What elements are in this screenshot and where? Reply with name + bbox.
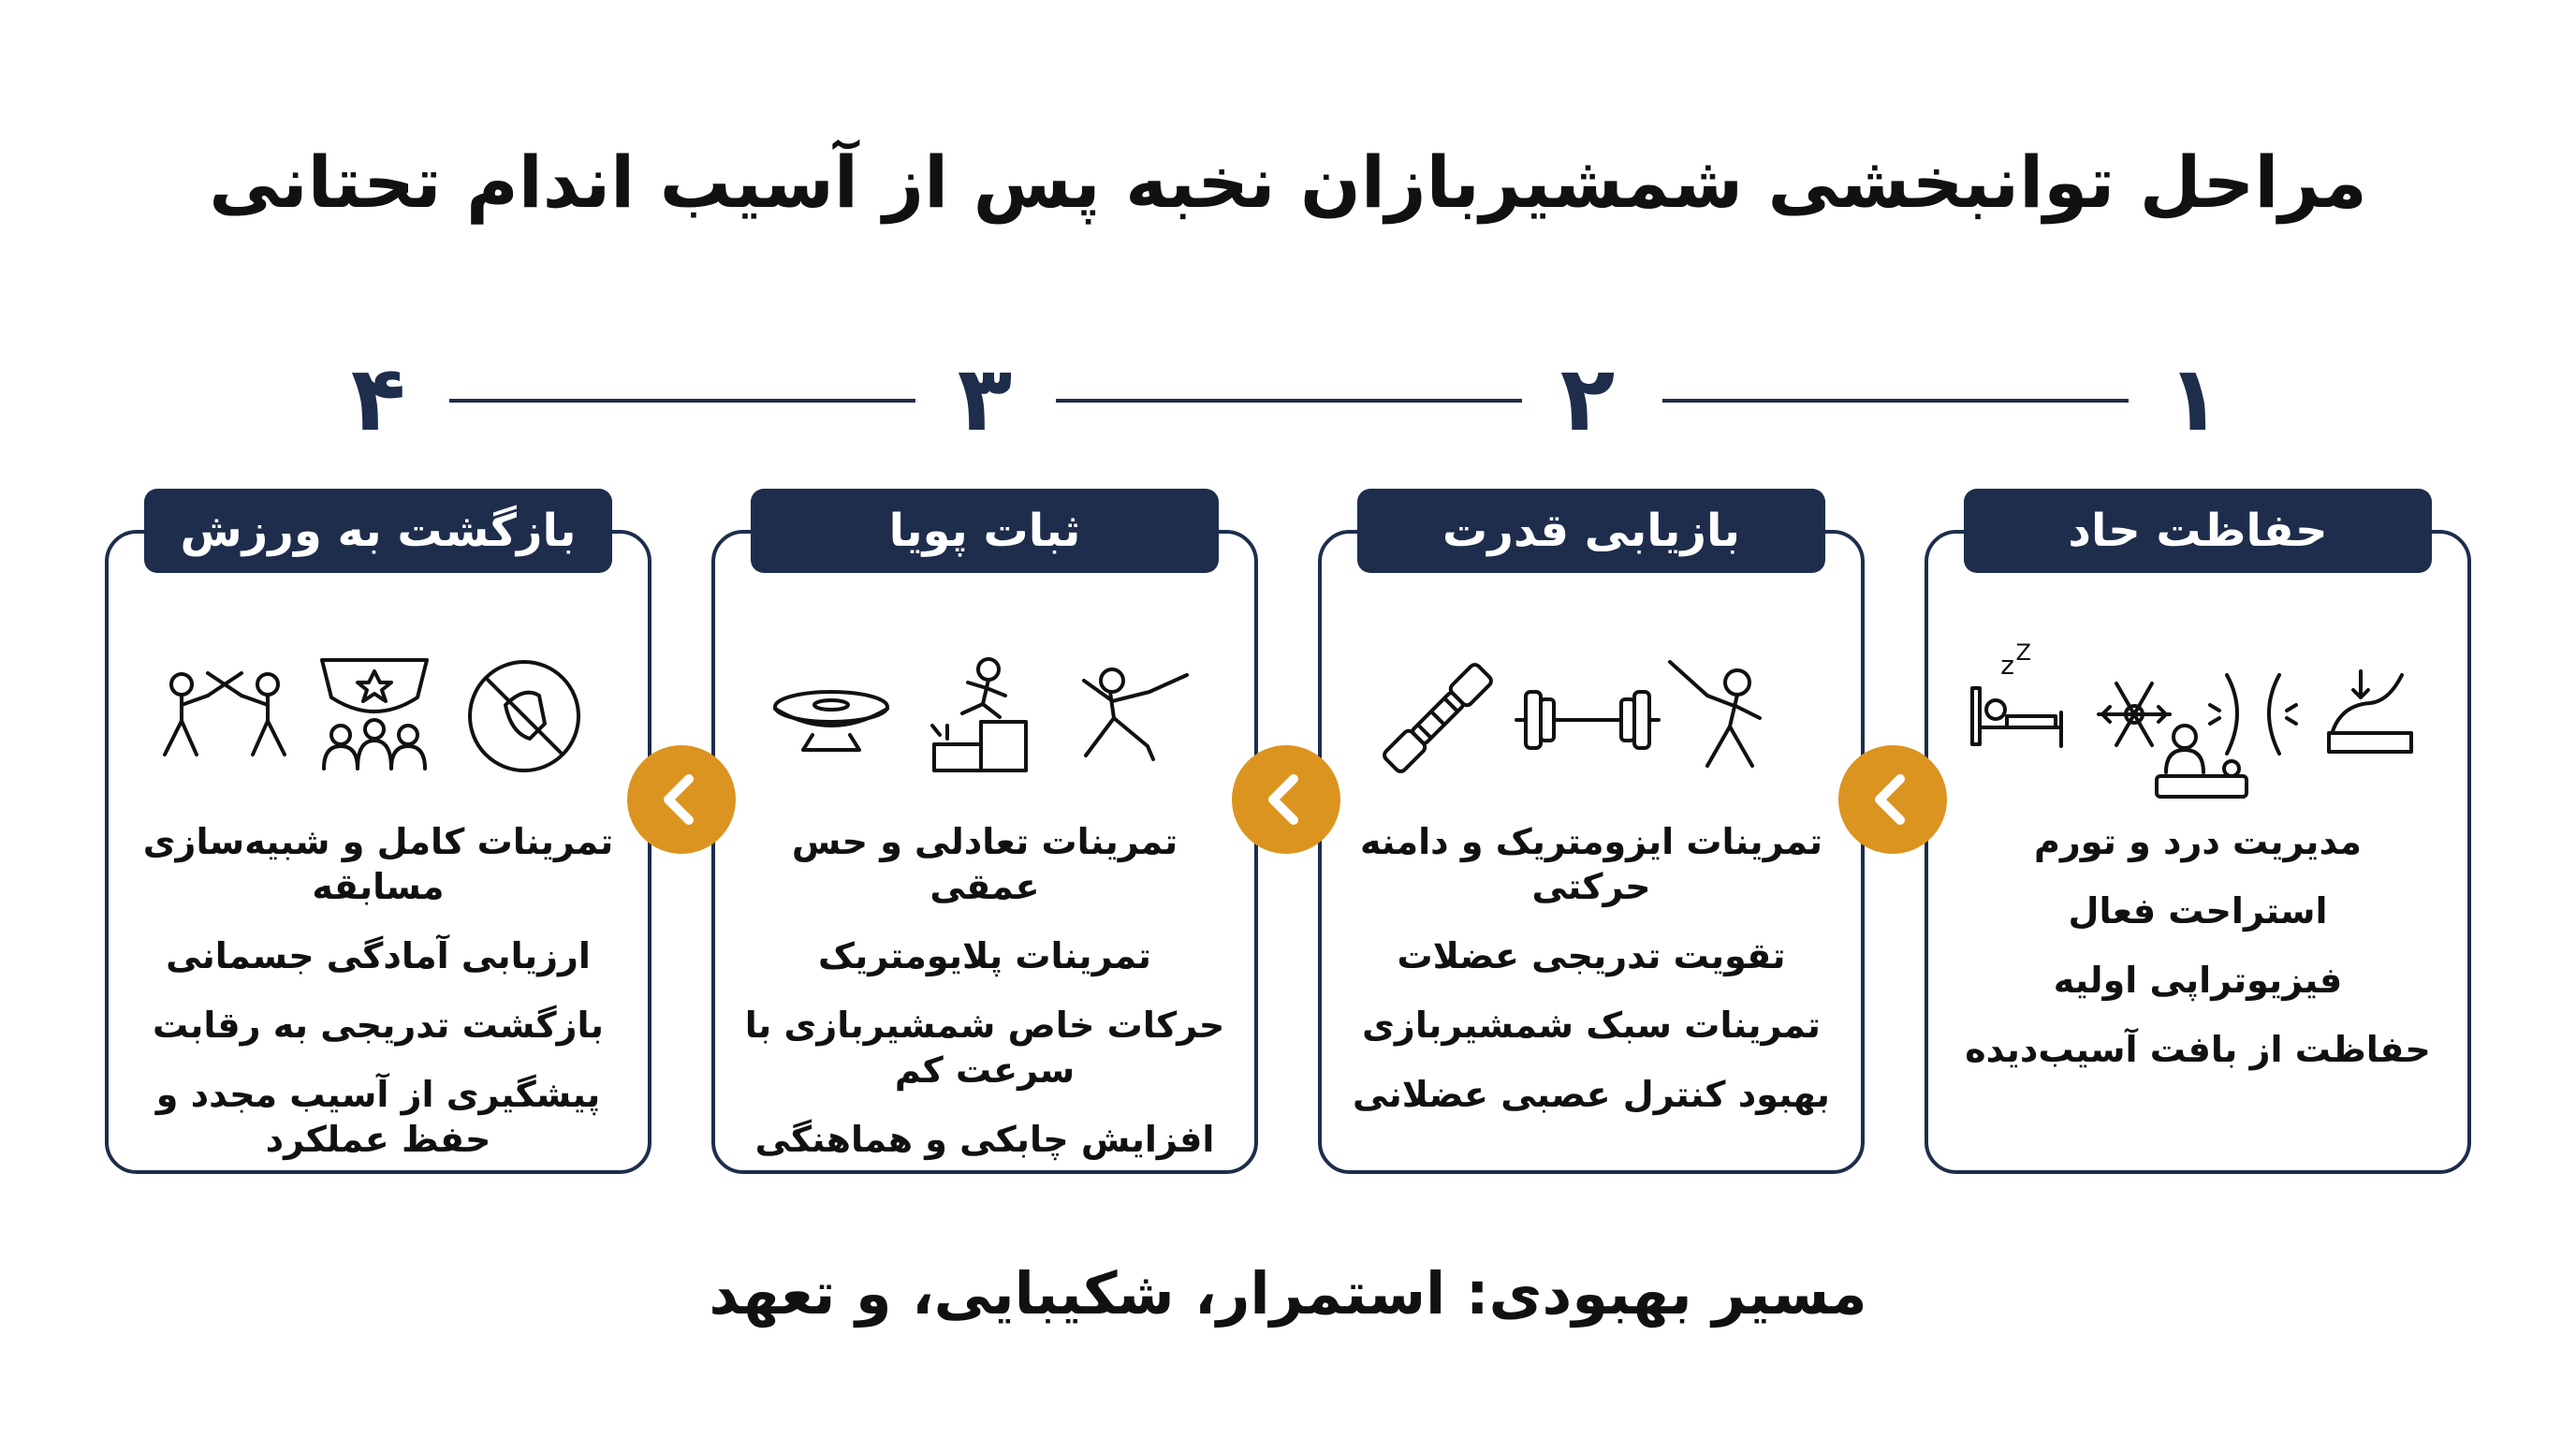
- resistance-tube-icon: [1383, 663, 1494, 774]
- stage-title-3: ثبات پویا: [751, 489, 1219, 573]
- stage-title-4: بازگشت به ورزش: [144, 489, 612, 573]
- stage-1-item-2: استراحت فعال: [2068, 890, 2328, 932]
- connector-line-1-2: [1662, 399, 2129, 403]
- stage-title-1: حفاظت حاد: [1964, 489, 2432, 573]
- stage-icons-2: [1322, 623, 1861, 800]
- footer-slogan: مسیر بهبودی: استمرار، شکیبایی، و تعهد: [709, 1259, 1867, 1328]
- bed-rest-icon: [1972, 639, 2061, 746]
- snowflake-icon: [2099, 683, 2170, 745]
- trophy-team-icon: [322, 660, 427, 769]
- stage-4-item-3: بازگشت تدریجی به رقابت: [152, 1005, 605, 1046]
- stage-icons-1: [1928, 623, 2467, 800]
- stage-2-item-4: بهبود کنترل عصبی عضلانی: [1353, 1074, 1830, 1115]
- stage-2-item-3: تمرینات سبک شمشیربازی: [1362, 1005, 1821, 1046]
- stage-card-4: [105, 530, 651, 1174]
- step-number-1: ۱: [2166, 346, 2222, 451]
- chevron-left-icon: [1838, 745, 1947, 854]
- stage-3-item-4: افزایش چابکی و هماهنگی: [754, 1119, 1215, 1160]
- stage-1-item-4: حفاظت از بافت آسیب‌دیده: [1965, 1029, 2431, 1070]
- ankle-elevation-icon: [2329, 671, 2411, 752]
- stage-icons-3: [715, 623, 1254, 800]
- svg-text:Z: Z: [2015, 639, 2031, 666]
- svg-text:z: z: [2000, 650, 2014, 681]
- step-number-4: ۴: [350, 346, 406, 451]
- stage-3-item-3: حرکات خاص شمشیربازی با سرعت کم: [744, 1005, 1225, 1091]
- connector-line-3-4: [449, 399, 915, 403]
- balance-board-icon: [775, 692, 887, 750]
- fencer-icon: [1670, 662, 1760, 766]
- stage-card-1: [1925, 530, 2471, 1174]
- stage-2-item-1: تمرینات ایزومتریک و دامنه حرکتی: [1360, 821, 1822, 907]
- stage-card-3: [711, 530, 1258, 1174]
- stage-card-2: [1318, 530, 1865, 1174]
- stage-title-2: بازیابی قدرت: [1357, 489, 1825, 573]
- connector-line-2-3: [1056, 399, 1522, 403]
- chevron-left-icon: [1232, 745, 1340, 854]
- stage-1-item-3: فیزیوتراپی اولیه: [2053, 960, 2343, 1001]
- dumbbell-icon: [1516, 692, 1659, 748]
- page-title: مراحل توانبخشی شمشیربازان نخبه پس از آسیب اندام تحتانی: [209, 140, 2367, 224]
- stage-4-item-1: تمرینات کامل و شبیه‌سازی مسابقه: [142, 821, 614, 907]
- chevron-left-icon: [627, 745, 736, 854]
- stage-icons-4: [109, 623, 648, 800]
- fencer-lunge-icon: [1084, 669, 1187, 759]
- step-number-2: ۲: [1559, 346, 1616, 451]
- stage-4-item-2: ارزیابی آمادگی جسمانی: [166, 935, 591, 976]
- stage-3-item-2: تمرینات پلایومتریک: [818, 935, 1151, 976]
- stage-1-item-1: مدیریت درد و تورم: [2034, 821, 2362, 862]
- box-jump-icon: [932, 659, 1026, 770]
- swelling-icon: [2210, 675, 2296, 754]
- no-injury-icon: [470, 662, 578, 770]
- stage-3-item-1: تمرینات تعادلی و حس عمقی: [791, 821, 1178, 907]
- step-number-3: ۳: [957, 346, 1013, 451]
- fencing-duel-icon: [165, 673, 285, 755]
- stage-4-item-4: پیشگیری از آسیب مجدد و حفظ عملکرد: [155, 1074, 601, 1160]
- stage-2-item-2: تقویت تدریجی عضلات: [1397, 935, 1786, 976]
